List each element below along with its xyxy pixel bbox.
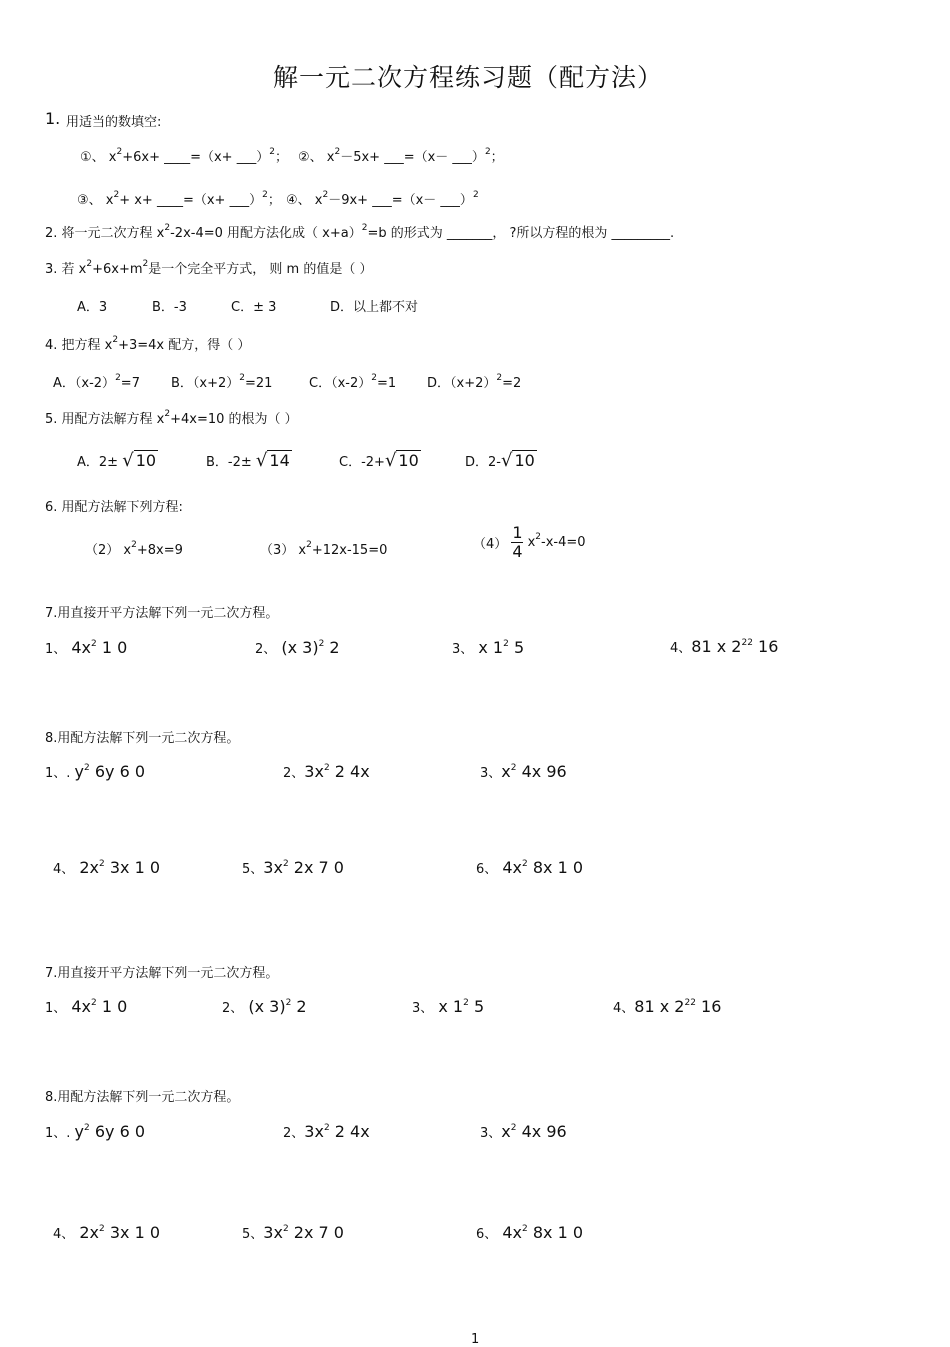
q8-item-5: 5、$3x^2$ 2x 7 0 [242, 858, 344, 877]
q5-text: 5. 用配方法解方程 $x^2+4x=10$ 的根为（ ） [45, 409, 298, 427]
q1-item-3: ③、 $x^2+ x+$ ____=（x+ ___）$^2$； [77, 190, 281, 208]
q7-heading-repeat: 7.用直接开平方法解下列一元二次方程。 [45, 966, 279, 981]
q8-item-3-repeat: 3、$x^2$ 4x 96 [480, 1122, 567, 1141]
q7-item-2-repeat: 2、 (x 3)$^2$ 2 [222, 997, 307, 1016]
q7-heading: 7.用直接开平方法解下列一元二次方程。 [45, 606, 279, 621]
q2-text: 2. 将一元二次方程 $x^2-2x-4=0$ 用配方法化成（ x+a）$^2$=b 的形式为 _______， ?所以方程的根为 _________. [45, 223, 675, 241]
q6-part-2: （2） $x^2+8x=9$ [85, 540, 183, 558]
sqrt-icon: √ [122, 450, 134, 471]
q7-item-1: 1、 $4x^2$ 1 0 [45, 638, 128, 657]
q8-item-1: 1、. $y^2$ 6y 6 0 [45, 762, 146, 781]
q3-option-b: B．-3 [152, 300, 187, 315]
q1-item-2: ②、 $x^2-5x+$ ___=（x－ ___）$^2$； [298, 147, 504, 165]
q8-item-3: 3、$x^2$ 4x 96 [480, 762, 567, 781]
q7-item-2: 2、 (x 3)$^2$ 2 [255, 638, 340, 657]
q8-item-6-repeat: 6、 $4x^2$ 8x 1 0 [476, 1223, 584, 1242]
fraction-one-quarter: $\frac{1}{4}$ [512, 523, 523, 561]
q5-option-a: A．2± √ 10 [77, 450, 157, 471]
q7-item-4: 4、81 x $2^{22}$ 16 [670, 637, 779, 656]
q8-item-6: 6、 $4x^2$ 8x 1 0 [476, 858, 584, 877]
q4-option-a: A．$(x-2)^2=7$ [53, 373, 140, 391]
q4-option-c: C．$(x-2)^2=1$ [309, 373, 397, 391]
q8-item-1-repeat: 1、. $y^2$ 6y 6 0 [45, 1122, 146, 1141]
q4-option-b: B．$(x+2)^2=21$ [171, 373, 273, 391]
sqrt-icon: √ [500, 450, 513, 471]
q6-text: 6. 用配方法解下列方程: [45, 500, 183, 515]
q4-text: 4. 把方程 $x^2+3=4x$ 配方，得（ ） [45, 335, 251, 353]
q5-option-d: D．2-√ 10 [465, 450, 535, 471]
q5-option-b: B．-2± √ 14 [206, 450, 290, 471]
q8-item-2: 2、$3x^2$ 2 4x [283, 762, 370, 781]
q8-heading: 8.用配方法解下列一元二次方程。 [45, 731, 240, 746]
q4-option-d: D．$(x+2)^2=2$ [427, 373, 522, 391]
page-title: 解一元二次方程练习题（配方法） [273, 63, 664, 92]
sqrt-icon: √ [384, 450, 397, 471]
q1-item-4: ④、 $x^2-9x+$ ___=（x－ ___）$^2$ [286, 190, 479, 208]
q8-heading-repeat: 8.用配方法解下列一元二次方程。 [45, 1090, 240, 1105]
page-number: 1 [471, 1332, 480, 1347]
q6-part-4: （4） $\frac{1}{4}$ $x^2-x-4=0$ [473, 523, 586, 561]
q8-item-4: 4、 $2x^2$ 3x 1 0 [53, 858, 161, 877]
q1-label: 1. [45, 109, 61, 128]
q3-option-a: A．3 [77, 300, 108, 315]
q7-item-3: 3、 x $1^2$ 5 [452, 638, 525, 657]
q3-text: 3. 若 $x^2+6x+m^2$是一个完全平方式， 则 m 的值是（ ） [45, 259, 373, 277]
q8-item-5-repeat: 5、$3x^2$ 2x 7 0 [242, 1223, 344, 1242]
q7-item-3-repeat: 3、 x $1^2$ 5 [412, 997, 485, 1016]
q3-option-d: D．以上都不对 [330, 300, 419, 315]
q1-text: 用适当的数填空: [66, 115, 162, 130]
q8-item-2-repeat: 2、$3x^2$ 2 4x [283, 1122, 370, 1141]
sqrt-icon: √ [255, 450, 268, 471]
q7-item-1-repeat: 1、 $4x^2$ 1 0 [45, 997, 128, 1016]
q1-item-1: ①、 $x^2+6x+$ ____=（x+ ___）$^2$； [80, 147, 288, 165]
q3-option-c: C．± 3 [231, 300, 277, 315]
q8-item-4-repeat: 4、 $2x^2$ 3x 1 0 [53, 1223, 161, 1242]
q5-option-c: C．-2+√ 10 [339, 450, 419, 471]
q6-part-3: （3） $x^2+12x-15=0$ [260, 540, 388, 558]
q7-item-4-repeat: 4、81 x $2^{22}$ 16 [613, 997, 722, 1016]
